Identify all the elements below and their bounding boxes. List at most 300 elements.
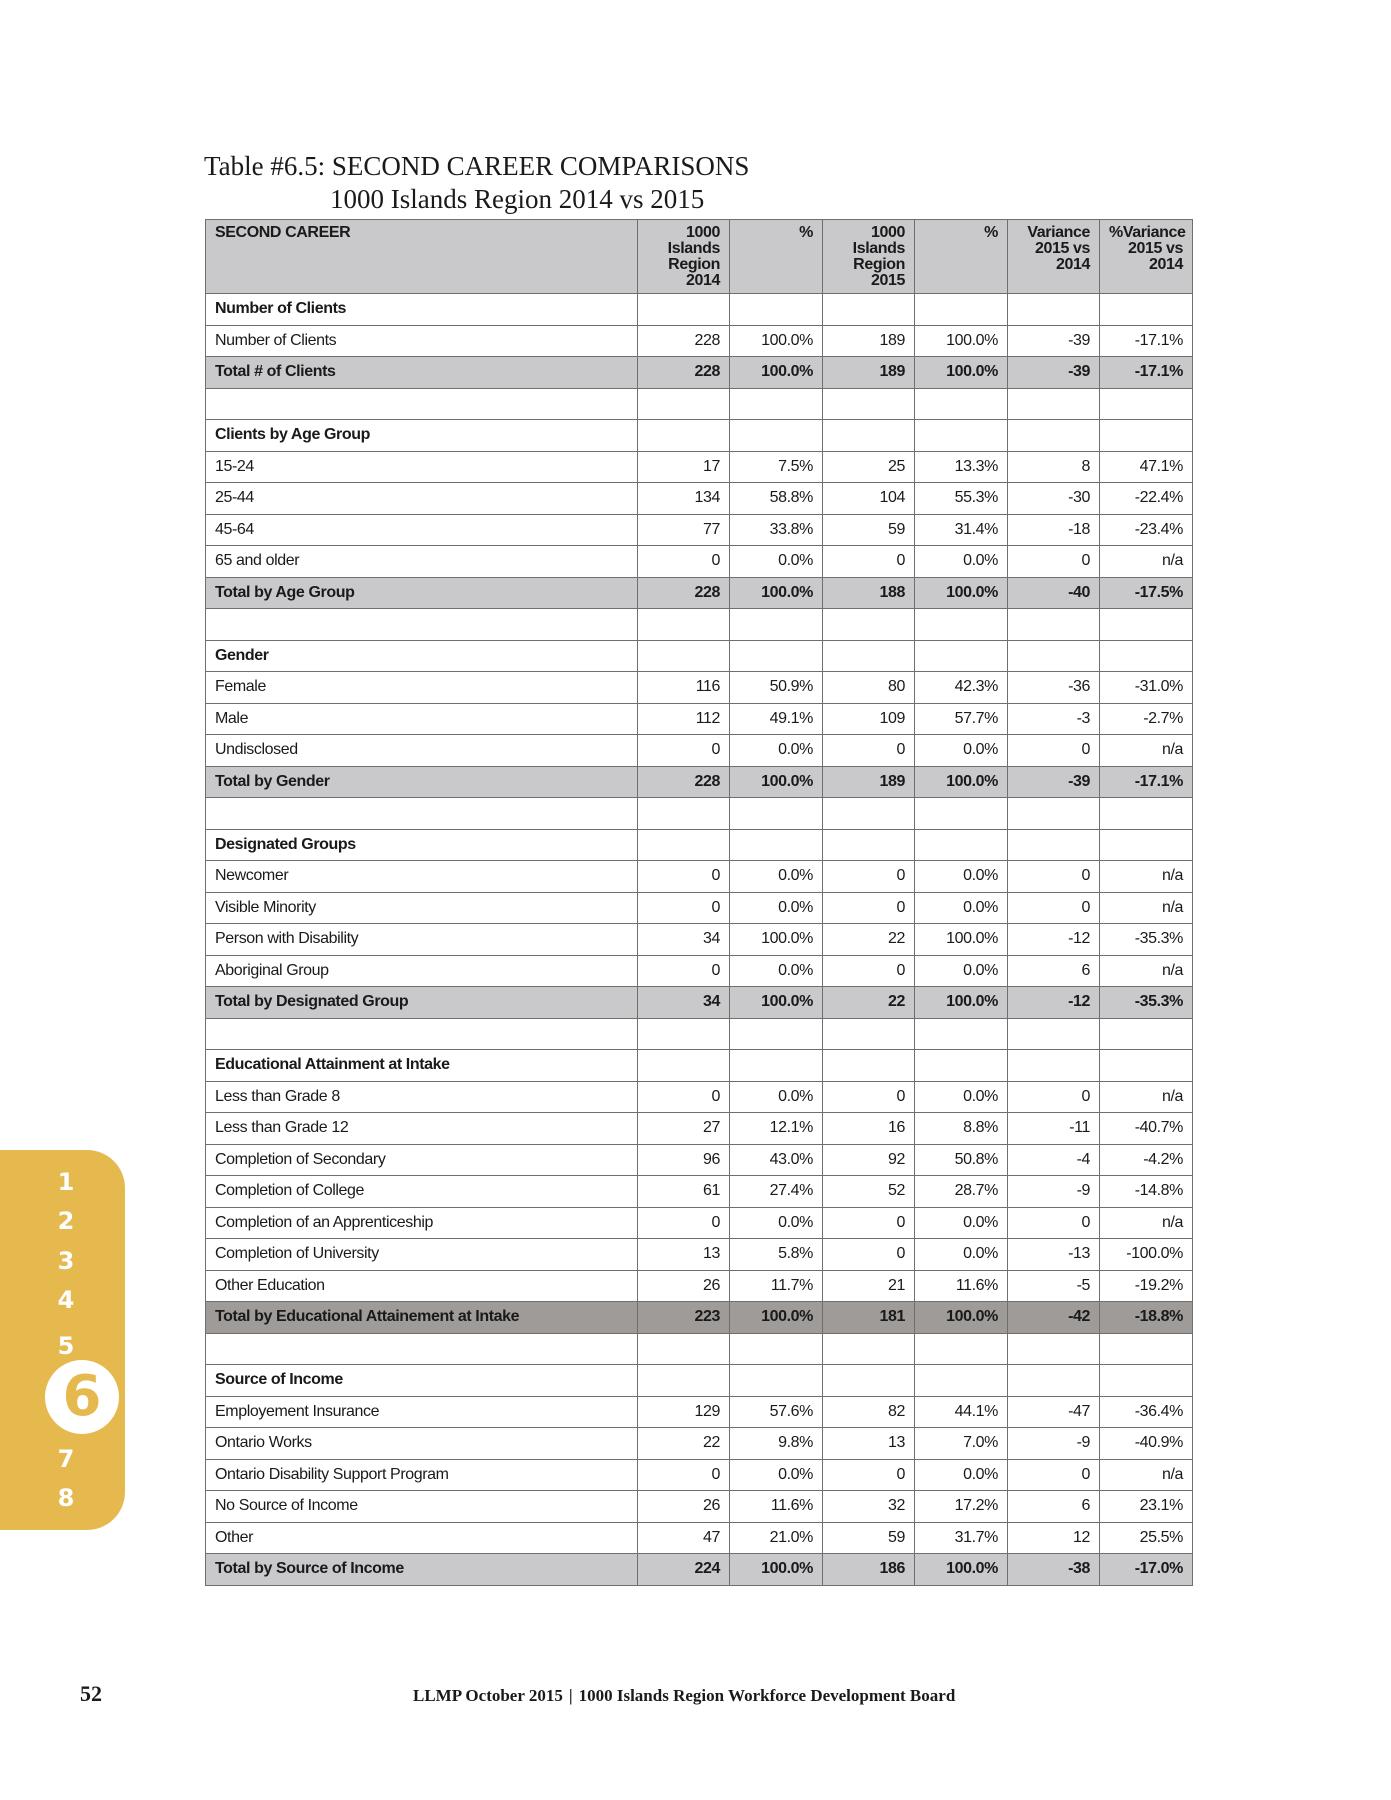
cell-label: Designated Groups [206, 829, 638, 861]
cell-value-2014 [638, 1018, 730, 1050]
cell-pct-variance [1100, 420, 1193, 452]
total-row [206, 1302, 1193, 1334]
cell-pct-2015: 0.0% [915, 1207, 1008, 1239]
cell-label: Ontario Works [206, 1428, 638, 1460]
cell-pct-2014: 0.0% [730, 1207, 823, 1239]
table-row [206, 861, 1193, 893]
cell-pct-2015: 0.0% [915, 955, 1008, 987]
cell-value-2015 [823, 1333, 915, 1365]
cell-variance [1008, 1018, 1100, 1050]
cell-variance: -39 [1008, 325, 1100, 357]
cell-pct-variance [1100, 1018, 1193, 1050]
cell-variance: -30 [1008, 483, 1100, 515]
table-row [206, 892, 1193, 924]
cell-variance [1008, 1333, 1100, 1365]
cell-value-2015: 189 [823, 325, 915, 357]
cell-value-2015: 21 [823, 1270, 915, 1302]
cell-variance: -13 [1008, 1239, 1100, 1271]
cell-pct-variance: -17.5% [1100, 577, 1193, 609]
cell-variance: 0 [1008, 1081, 1100, 1113]
cell-pct-2014: 0.0% [730, 861, 823, 893]
cell-value-2014 [638, 798, 730, 830]
cell-value-2015: 80 [823, 672, 915, 704]
cell-pct-variance: -22.4% [1100, 483, 1193, 515]
cell-value-2015: 189 [823, 766, 915, 798]
header-second-career: SECOND CAREER [206, 220, 638, 294]
cell-pct-2014: 100.0% [730, 577, 823, 609]
cell-value-2014: 17 [638, 451, 730, 483]
section-heading-row [206, 420, 1193, 452]
cell-pct-variance: -19.2% [1100, 1270, 1193, 1302]
cell-pct-2015: 100.0% [915, 577, 1008, 609]
cell-pct-2015: 100.0% [915, 325, 1008, 357]
cell-pct-variance: -18.8% [1100, 1302, 1193, 1334]
cell-value-2015: 0 [823, 1239, 915, 1271]
cell-pct-2014: 9.8% [730, 1428, 823, 1460]
table-row [206, 483, 1193, 515]
table-row [206, 1239, 1193, 1271]
cell-pct-2014: 100.0% [730, 987, 823, 1019]
chapter-2-link[interactable]: 2 [57, 1207, 75, 1235]
cell-pct-2014 [730, 1018, 823, 1050]
cell-label: Total by Age Group [206, 577, 638, 609]
cell-value-2014: 0 [638, 861, 730, 893]
cell-label: Newcomer [206, 861, 638, 893]
cell-value-2015: 92 [823, 1144, 915, 1176]
cell-value-2014: 134 [638, 483, 730, 515]
cell-pct-2014: 100.0% [730, 1302, 823, 1334]
cell-pct-variance: -17.1% [1100, 357, 1193, 389]
cell-variance: 0 [1008, 892, 1100, 924]
header-pct-2014: % [730, 220, 823, 294]
cell-value-2015 [823, 294, 915, 326]
cell-label: Educational Attainment at Intake [206, 1050, 638, 1082]
page-footer [413, 1686, 955, 1706]
cell-variance [1008, 294, 1100, 326]
chapter-8-link[interactable]: 8 [57, 1484, 75, 1512]
cell-value-2014: 61 [638, 1176, 730, 1208]
cell-variance: -9 [1008, 1176, 1100, 1208]
cell-label: Total # of Clients [206, 357, 638, 389]
cell-pct-2015 [915, 640, 1008, 672]
cell-value-2015 [823, 1365, 915, 1397]
cell-variance: 6 [1008, 955, 1100, 987]
cell-variance: -12 [1008, 924, 1100, 956]
cell-variance: 0 [1008, 1459, 1100, 1491]
cell-value-2015: 0 [823, 1081, 915, 1113]
cell-pct-variance: -17.0% [1100, 1554, 1193, 1586]
cell-variance: 6 [1008, 1491, 1100, 1523]
cell-variance: 12 [1008, 1522, 1100, 1554]
cell-value-2014: 129 [638, 1396, 730, 1428]
table-row [206, 514, 1193, 546]
cell-pct-variance: 25.5% [1100, 1522, 1193, 1554]
cell-label: 25-44 [206, 483, 638, 515]
cell-label [206, 798, 638, 830]
cell-label [206, 609, 638, 641]
cell-value-2014: 96 [638, 1144, 730, 1176]
spacer-row [206, 609, 1193, 641]
cell-pct-2014 [730, 420, 823, 452]
cell-variance: -4 [1008, 1144, 1100, 1176]
cell-value-2014: 0 [638, 1459, 730, 1491]
cell-value-2014: 112 [638, 703, 730, 735]
cell-pct-2014: 0.0% [730, 735, 823, 767]
cell-pct-2014 [730, 294, 823, 326]
cell-variance [1008, 609, 1100, 641]
cell-value-2014 [638, 1333, 730, 1365]
cell-label: Employement Insurance [206, 1396, 638, 1428]
cell-pct-2014: 43.0% [730, 1144, 823, 1176]
section-heading-row [206, 640, 1193, 672]
cell-pct-variance [1100, 1333, 1193, 1365]
cell-pct-2014: 7.5% [730, 451, 823, 483]
chapter-7-link[interactable]: 7 [57, 1445, 75, 1473]
cell-variance: -38 [1008, 1554, 1100, 1586]
table-row [206, 1176, 1193, 1208]
cell-variance: -18 [1008, 514, 1100, 546]
cell-pct-variance: -14.8% [1100, 1176, 1193, 1208]
cell-pct-2015 [915, 294, 1008, 326]
cell-pct-2015: 100.0% [915, 357, 1008, 389]
header-2015: 1000 Islands Region 2015 [823, 220, 915, 294]
cell-variance: -39 [1008, 357, 1100, 389]
cell-pct-variance: 47.1% [1100, 451, 1193, 483]
cell-pct-variance: -17.1% [1100, 325, 1193, 357]
cell-value-2015: 0 [823, 861, 915, 893]
cell-value-2014: 47 [638, 1522, 730, 1554]
table-header-row [206, 220, 1193, 294]
cell-pct-2014: 100.0% [730, 766, 823, 798]
cell-value-2014: 0 [638, 1207, 730, 1239]
table-row [206, 1459, 1193, 1491]
cell-pct-2015 [915, 829, 1008, 861]
cell-label: Female [206, 672, 638, 704]
cell-pct-2015: 100.0% [915, 766, 1008, 798]
cell-value-2015: 16 [823, 1113, 915, 1145]
cell-label: Undisclosed [206, 735, 638, 767]
cell-variance: -47 [1008, 1396, 1100, 1428]
cell-pct-variance: n/a [1100, 861, 1193, 893]
cell-pct-2014 [730, 388, 823, 420]
cell-pct-variance: -100.0% [1100, 1239, 1193, 1271]
cell-pct-2015 [915, 1018, 1008, 1050]
table-row [206, 1270, 1193, 1302]
cell-variance [1008, 798, 1100, 830]
cell-value-2014 [638, 294, 730, 326]
cell-label: Other [206, 1522, 638, 1554]
cell-pct-2014 [730, 1333, 823, 1365]
cell-pct-2015: 100.0% [915, 987, 1008, 1019]
cell-pct-2014: 11.7% [730, 1270, 823, 1302]
section-heading-row [206, 829, 1193, 861]
cell-pct-variance [1100, 1365, 1193, 1397]
section-heading-row [206, 1365, 1193, 1397]
cell-label: Visible Minority [206, 892, 638, 924]
cell-pct-2015 [915, 388, 1008, 420]
cell-value-2015 [823, 798, 915, 830]
table-row [206, 1207, 1193, 1239]
spacer-row [206, 1333, 1193, 1365]
table-row [206, 1144, 1193, 1176]
header-variance: Variance 2015 vs 2014 [1008, 220, 1100, 294]
cell-value-2015: 52 [823, 1176, 915, 1208]
cell-label: Other Education [206, 1270, 638, 1302]
cell-pct-variance: -2.7% [1100, 703, 1193, 735]
cell-pct-2014: 100.0% [730, 357, 823, 389]
cell-value-2014: 13 [638, 1239, 730, 1271]
cell-value-2014: 0 [638, 892, 730, 924]
chapter-5-link[interactable]: 5 [57, 1332, 75, 1360]
cell-pct-2014: 27.4% [730, 1176, 823, 1208]
cell-pct-variance: -35.3% [1100, 924, 1193, 956]
cell-pct-variance: -40.7% [1100, 1113, 1193, 1145]
cell-value-2014 [638, 1050, 730, 1082]
cell-pct-variance [1100, 1050, 1193, 1082]
cell-pct-2015: 100.0% [915, 924, 1008, 956]
cell-pct-2014 [730, 798, 823, 830]
cell-pct-variance [1100, 294, 1193, 326]
cell-variance: 0 [1008, 546, 1100, 578]
cell-variance: -5 [1008, 1270, 1100, 1302]
total-row [206, 987, 1193, 1019]
cell-label: Completion of College [206, 1176, 638, 1208]
cell-pct-2014 [730, 609, 823, 641]
cell-variance: -42 [1008, 1302, 1100, 1334]
table-row [206, 735, 1193, 767]
cell-pct-variance: -35.3% [1100, 987, 1193, 1019]
cell-label: 65 and older [206, 546, 638, 578]
cell-value-2014: 0 [638, 1081, 730, 1113]
cell-value-2015: 0 [823, 1459, 915, 1491]
cell-pct-2015: 50.8% [915, 1144, 1008, 1176]
cell-value-2015 [823, 640, 915, 672]
cell-label [206, 1333, 638, 1365]
cell-value-2014 [638, 829, 730, 861]
cell-variance: 8 [1008, 451, 1100, 483]
cell-label: Number of Clients [206, 325, 638, 357]
cell-value-2014: 228 [638, 577, 730, 609]
cell-value-2015 [823, 1050, 915, 1082]
table-row [206, 1491, 1193, 1523]
cell-pct-2014: 57.6% [730, 1396, 823, 1428]
cell-pct-2015 [915, 1050, 1008, 1082]
cell-pct-2015 [915, 609, 1008, 641]
cell-pct-2014 [730, 829, 823, 861]
table-row [206, 325, 1193, 357]
cell-pct-2014: 11.6% [730, 1491, 823, 1523]
cell-variance [1008, 829, 1100, 861]
cell-pct-2014: 21.0% [730, 1522, 823, 1554]
chapter-6-active[interactable]: 6 [45, 1360, 119, 1434]
cell-pct-2014: 12.1% [730, 1113, 823, 1145]
chapter-4-link[interactable]: 4 [57, 1286, 75, 1314]
cell-value-2015: 0 [823, 955, 915, 987]
cell-variance [1008, 388, 1100, 420]
spacer-row [206, 1018, 1193, 1050]
cell-pct-2014: 0.0% [730, 955, 823, 987]
cell-variance: 0 [1008, 735, 1100, 767]
cell-label: No Source of Income [206, 1491, 638, 1523]
header-pct-2015: % [915, 220, 1008, 294]
cell-value-2014: 223 [638, 1302, 730, 1334]
table-title-line-1: Table #6.5: SECOND CAREER COMPARISONS [204, 151, 750, 181]
cell-pct-2015 [915, 798, 1008, 830]
table-row [206, 451, 1193, 483]
cell-value-2015 [823, 388, 915, 420]
cell-pct-variance: n/a [1100, 1081, 1193, 1113]
cell-label: Less than Grade 8 [206, 1081, 638, 1113]
chapter-3-link[interactable]: 3 [57, 1247, 75, 1275]
cell-value-2015: 188 [823, 577, 915, 609]
cell-value-2014 [638, 609, 730, 641]
table-row [206, 1428, 1193, 1460]
table-row [206, 1113, 1193, 1145]
cell-label: Total by Designated Group [206, 987, 638, 1019]
cell-value-2015: 0 [823, 892, 915, 924]
total-row [206, 577, 1193, 609]
cell-value-2014: 26 [638, 1270, 730, 1302]
table-row [206, 955, 1193, 987]
cell-variance [1008, 1050, 1100, 1082]
second-career-table [205, 219, 1193, 1586]
cell-label: Less than Grade 12 [206, 1113, 638, 1145]
cell-label: Aboriginal Group [206, 955, 638, 987]
cell-variance [1008, 1365, 1100, 1397]
cell-value-2014 [638, 420, 730, 452]
cell-pct-2014: 0.0% [730, 892, 823, 924]
cell-pct-2015: 55.3% [915, 483, 1008, 515]
cell-variance: -11 [1008, 1113, 1100, 1145]
cell-variance: 0 [1008, 861, 1100, 893]
cell-variance [1008, 420, 1100, 452]
cell-pct-variance: n/a [1100, 735, 1193, 767]
cell-pct-2015: 0.0% [915, 861, 1008, 893]
cell-pct-variance [1100, 609, 1193, 641]
table-title-line-2: 1000 Islands Region 2014 vs 2015 [330, 184, 705, 214]
cell-label: Completion of University [206, 1239, 638, 1271]
cell-label [206, 1018, 638, 1050]
total-row [206, 766, 1193, 798]
cell-pct-2015: 11.6% [915, 1270, 1008, 1302]
cell-pct-2014: 49.1% [730, 703, 823, 735]
cell-label: 45-64 [206, 514, 638, 546]
cell-value-2014 [638, 1365, 730, 1397]
cell-value-2015: 59 [823, 514, 915, 546]
cell-pct-2014: 100.0% [730, 1554, 823, 1586]
cell-variance: -12 [1008, 987, 1100, 1019]
cell-value-2015 [823, 420, 915, 452]
cell-pct-2015: 31.7% [915, 1522, 1008, 1554]
cell-value-2015: 186 [823, 1554, 915, 1586]
cell-value-2014: 228 [638, 325, 730, 357]
cell-label: Completion of Secondary [206, 1144, 638, 1176]
table-row [206, 1522, 1193, 1554]
total-row [206, 357, 1193, 389]
table-row [206, 546, 1193, 578]
chapter-side-tab [0, 1150, 125, 1530]
cell-pct-2014: 33.8% [730, 514, 823, 546]
cell-value-2015: 22 [823, 924, 915, 956]
cell-pct-2014: 50.9% [730, 672, 823, 704]
cell-value-2014: 26 [638, 1491, 730, 1523]
cell-pct-2015 [915, 1365, 1008, 1397]
cell-label: Completion of an Apprenticeship [206, 1207, 638, 1239]
cell-pct-2015: 0.0% [915, 892, 1008, 924]
cell-variance [1008, 640, 1100, 672]
cell-variance: -40 [1008, 577, 1100, 609]
cell-label: Total by Source of Income [206, 1554, 638, 1586]
cell-value-2014: 34 [638, 987, 730, 1019]
page-number: 52 [80, 1681, 102, 1706]
cell-pct-2014: 100.0% [730, 924, 823, 956]
footer-report-title: LLMP October 2015 [413, 1686, 563, 1705]
table-row [206, 1081, 1193, 1113]
cell-pct-variance: -17.1% [1100, 766, 1193, 798]
cell-pct-2015: 7.0% [915, 1428, 1008, 1460]
cell-pct-2014 [730, 1365, 823, 1397]
cell-pct-2014: 0.0% [730, 546, 823, 578]
spacer-row [206, 798, 1193, 830]
cell-pct-2015: 0.0% [915, 735, 1008, 767]
cell-variance: -39 [1008, 766, 1100, 798]
cell-pct-variance: n/a [1100, 1207, 1193, 1239]
cell-value-2015: 104 [823, 483, 915, 515]
cell-value-2015: 32 [823, 1491, 915, 1523]
cell-value-2014: 0 [638, 955, 730, 987]
table-row [206, 924, 1193, 956]
cell-pct-2014: 58.8% [730, 483, 823, 515]
table-row [206, 672, 1193, 704]
cell-value-2015: 13 [823, 1428, 915, 1460]
cell-pct-2015: 8.8% [915, 1113, 1008, 1145]
table-row [206, 703, 1193, 735]
footer-separator: | [568, 1686, 573, 1705]
cell-variance: -36 [1008, 672, 1100, 704]
cell-value-2015: 109 [823, 703, 915, 735]
cell-pct-2014 [730, 640, 823, 672]
spacer-row [206, 388, 1193, 420]
table-body [206, 294, 1193, 1586]
total-row [206, 1554, 1193, 1586]
cell-value-2015: 22 [823, 987, 915, 1019]
chapter-1-link[interactable]: 1 [57, 1168, 75, 1196]
cell-value-2015: 59 [823, 1522, 915, 1554]
cell-variance: -9 [1008, 1428, 1100, 1460]
cell-pct-2015: 17.2% [915, 1491, 1008, 1523]
cell-label: 15-24 [206, 451, 638, 483]
cell-pct-variance: 23.1% [1100, 1491, 1193, 1523]
cell-label: Source of Income [206, 1365, 638, 1397]
cell-label: Gender [206, 640, 638, 672]
table-row [206, 1396, 1193, 1428]
cell-pct-variance: -4.2% [1100, 1144, 1193, 1176]
cell-pct-variance: -31.0% [1100, 672, 1193, 704]
cell-value-2014: 0 [638, 546, 730, 578]
cell-pct-variance: -36.4% [1100, 1396, 1193, 1428]
cell-pct-2014: 5.8% [730, 1239, 823, 1271]
cell-value-2015 [823, 829, 915, 861]
cell-pct-variance [1100, 798, 1193, 830]
cell-value-2014: 77 [638, 514, 730, 546]
cell-pct-variance: n/a [1100, 892, 1193, 924]
cell-pct-variance [1100, 640, 1193, 672]
cell-pct-2014: 0.0% [730, 1081, 823, 1113]
section-heading-row [206, 1050, 1193, 1082]
cell-pct-2015: 28.7% [915, 1176, 1008, 1208]
cell-value-2014: 0 [638, 735, 730, 767]
cell-pct-2015: 0.0% [915, 546, 1008, 578]
